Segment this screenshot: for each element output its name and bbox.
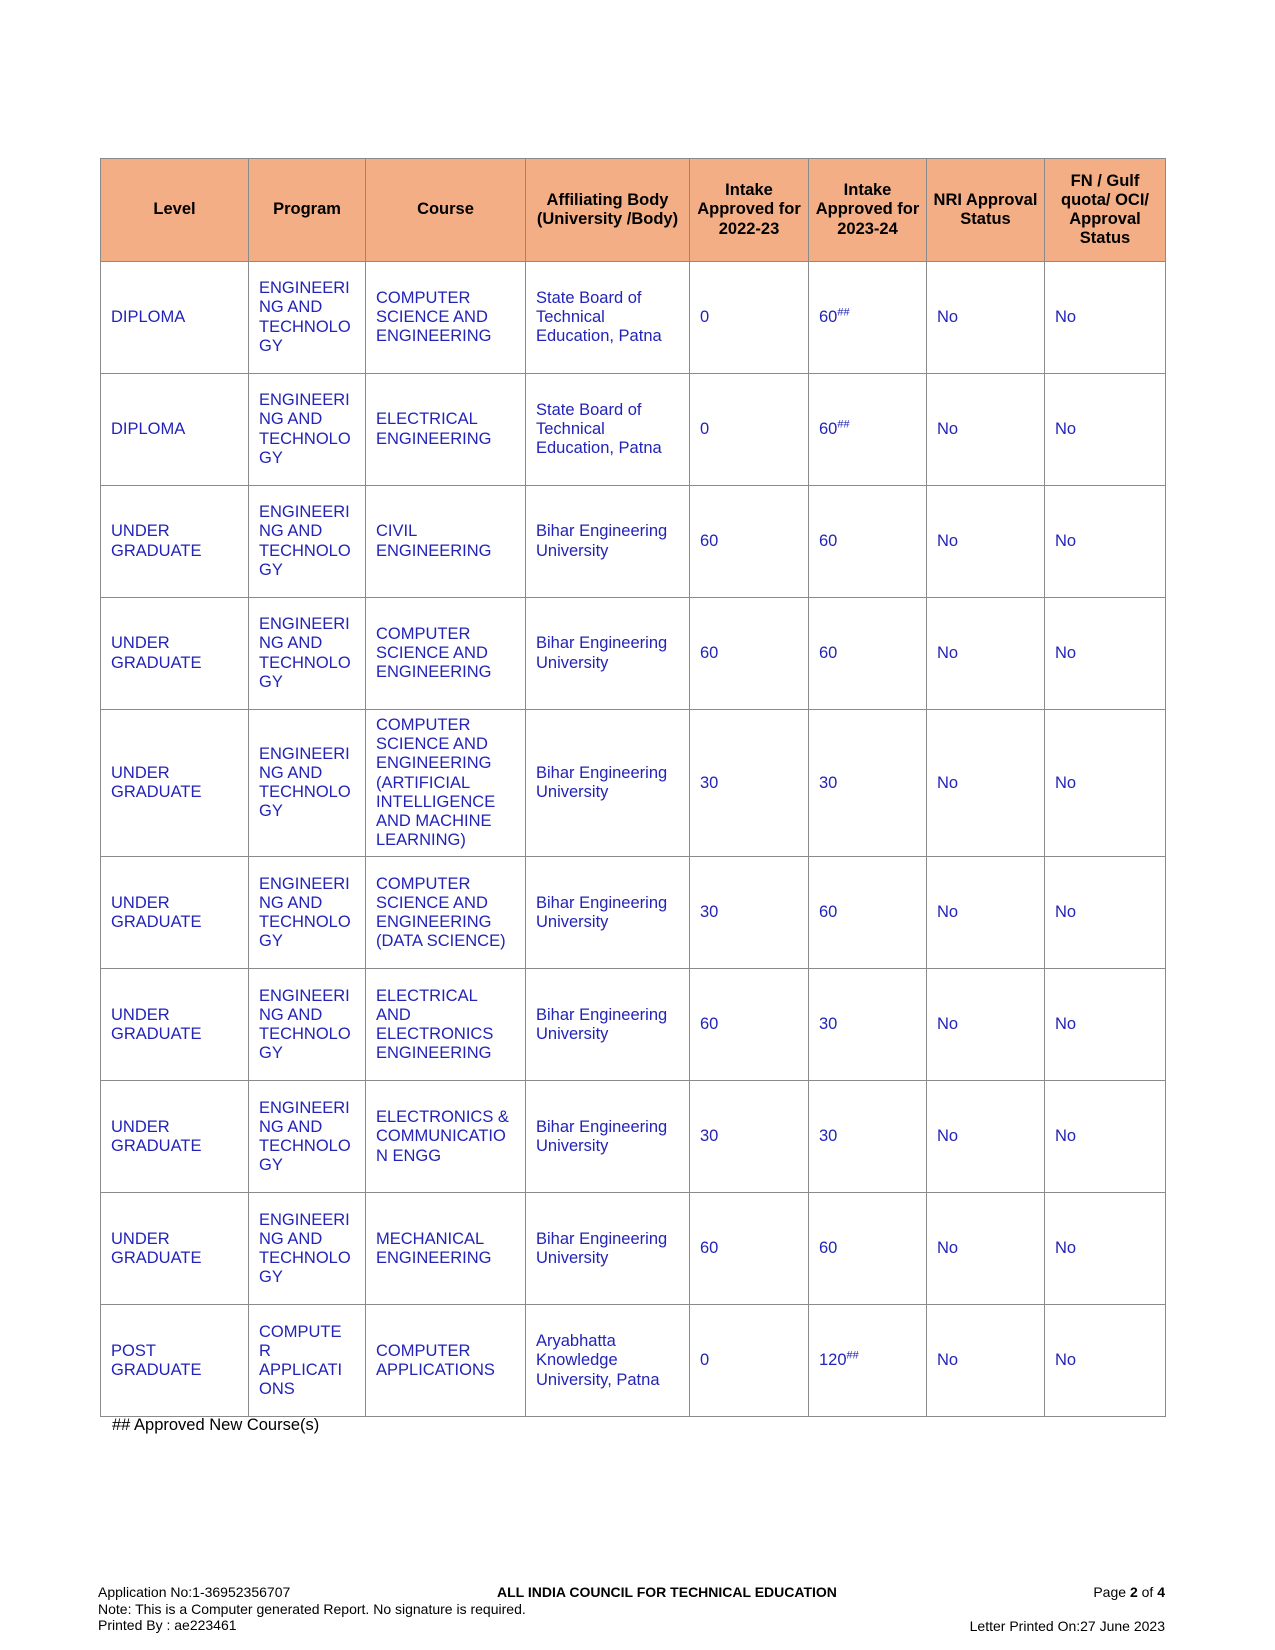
header-intake-2023-24: Intake Approved for 2023-24: [809, 159, 927, 262]
footer-left: [98, 1584, 526, 1634]
fn-gulf-status-cell: No: [1045, 857, 1166, 969]
fn-gulf-status-cell: No: [1045, 1305, 1166, 1417]
program-cell: [249, 857, 366, 969]
program-text: ENGINEERI NG AND TECHNOLO GY: [259, 615, 351, 691]
nri-status-cell: No: [927, 374, 1045, 486]
new-course-mark: ##: [846, 1349, 859, 1362]
footnote: ## Approved New Course(s): [112, 1416, 320, 1434]
course-cell: COMPUTER SCIENCE AND ENGINEERING: [366, 598, 526, 710]
level-cell: DIPLOMA: [101, 262, 249, 374]
intake-2023-24-cell: [809, 598, 927, 710]
course-cell: ELECTRICAL AND ELECTRONICS ENGINEERING: [366, 969, 526, 1081]
nri-status-cell: No: [927, 1305, 1045, 1417]
program-cell: [249, 262, 366, 374]
intake-2022-23-cell: 60: [690, 486, 809, 598]
level-cell: UNDER GRADUATE: [101, 857, 249, 969]
header-affiliating-body: Affiliating Body (University /Body): [526, 159, 690, 262]
intake-2022-23-cell: 30: [690, 857, 809, 969]
program-cell: [249, 969, 366, 1081]
intake-2022-23-cell: 0: [690, 374, 809, 486]
program-text: ENGINEERI NG AND TECHNOLO GY: [259, 1098, 351, 1175]
intake-2023-24-cell: [809, 1081, 927, 1193]
intake-2022-23-cell: 60: [690, 1193, 809, 1305]
intake-2023-24-cell: [809, 374, 927, 486]
intake-2022-23-cell: 60: [690, 969, 809, 1081]
page-of: of: [1141, 1584, 1154, 1600]
affiliating-body-cell: Bihar Engineering University: [526, 598, 690, 710]
nri-status-cell: No: [927, 1193, 1045, 1305]
intake-2022-23-cell: 30: [690, 1081, 809, 1193]
course-cell: MECHANICAL ENGINEERING: [366, 1193, 526, 1305]
header-intake-2022-23: Intake Approved for 2022-23: [690, 159, 809, 262]
program-text: COMPUTE R APPLICATI ONS: [259, 1322, 343, 1399]
table-body: [101, 262, 1166, 1417]
affiliating-body-cell: Bihar Engineering University: [526, 1081, 690, 1193]
program-text: ENGINEERI NG AND TECHNOLO GY: [259, 986, 351, 1063]
council-name: ALL INDIA COUNCIL FOR TECHNICAL EDUCATION: [497, 1584, 837, 1600]
intake-2023-24-value: 60: [819, 531, 838, 550]
fn-gulf-status-cell: No: [1045, 1081, 1166, 1193]
program-cell: [249, 710, 366, 857]
page-number: [1093, 1584, 1165, 1601]
intake-2023-24-cell: [809, 1305, 927, 1417]
level-cell: UNDER GRADUATE: [101, 1193, 249, 1305]
program-cell: [249, 486, 366, 598]
program-cell: [249, 1081, 366, 1193]
program-text: ENGINEERI NG AND TECHNOLO GY: [259, 279, 351, 355]
fn-gulf-status-cell: No: [1045, 486, 1166, 598]
intake-2023-24-cell: [809, 857, 927, 969]
level-cell: UNDER GRADUATE: [101, 710, 249, 857]
level-cell: UNDER GRADUATE: [101, 598, 249, 710]
level-cell: UNDER GRADUATE: [101, 969, 249, 1081]
affiliating-body-cell: Bihar Engineering University: [526, 1193, 690, 1305]
fn-gulf-status-cell: No: [1045, 969, 1166, 1081]
letter-printed-on: Letter Printed On:27 June 2023: [969, 1618, 1165, 1634]
program-text: ENGINEERI NG AND TECHNOLO GY: [259, 503, 351, 579]
program-cell: [249, 598, 366, 710]
nri-status-cell: No: [927, 262, 1045, 374]
affiliating-body-cell: State Board of Technical Education, Patna: [526, 262, 690, 374]
application-number: Application No:1-36952356707: [98, 1584, 291, 1600]
header-fn-gulf-status: FN / Gulf quota/ OCI/ Approval Status: [1045, 159, 1166, 262]
intake-2023-24-cell: [809, 486, 927, 598]
fn-gulf-status-cell: No: [1045, 598, 1166, 710]
header-nri-status: NRI Approval Status: [927, 159, 1045, 262]
intake-2022-23-cell: 30: [690, 710, 809, 857]
table-row: [101, 262, 1166, 374]
affiliating-body-cell: Bihar Engineering University: [526, 857, 690, 969]
level-cell: DIPLOMA: [101, 374, 249, 486]
table-row: [101, 710, 1166, 857]
header-program: Program: [249, 159, 366, 262]
level-cell: UNDER GRADUATE: [101, 1081, 249, 1193]
program-text: ENGINEERI NG AND TECHNOLO GY: [259, 744, 351, 821]
course-cell: CIVIL ENGINEERING: [366, 486, 526, 598]
table-row: [101, 969, 1166, 1081]
intake-2023-24-cell: [809, 969, 927, 1081]
nri-status-cell: No: [927, 1081, 1045, 1193]
course-cell: COMPUTER SCIENCE AND ENGINEERING: [366, 262, 526, 374]
affiliating-body-cell: Bihar Engineering University: [526, 969, 690, 1081]
table-row: [101, 598, 1166, 710]
nri-status-cell: No: [927, 486, 1045, 598]
affiliating-body-cell: State Board of Technical Education, Patna: [526, 374, 690, 486]
intake-2022-23-cell: 0: [690, 262, 809, 374]
affiliating-body-cell: Aryabhatta Knowledge University, Patna: [526, 1305, 690, 1417]
intake-2023-24-value: 60: [819, 419, 838, 438]
level-cell: POST GRADUATE: [101, 1305, 249, 1417]
intake-2023-24-value: 60: [819, 307, 838, 326]
intake-2023-24-value: 30: [819, 773, 838, 792]
intake-table: [100, 158, 1166, 1417]
computer-generated-note: Note: This is a Computer generated Report. No signature is required.: [98, 1600, 526, 1617]
nri-status-cell: No: [927, 857, 1045, 969]
new-course-mark: ##: [837, 418, 850, 431]
printed-by: Printed By : ae223461: [98, 1617, 237, 1633]
program-cell: [249, 374, 366, 486]
fn-gulf-status-cell: No: [1045, 710, 1166, 857]
program-cell: [249, 1193, 366, 1305]
intake-2023-24-cell: [809, 262, 927, 374]
course-cell: ELECTRICAL ENGINEERING: [366, 374, 526, 486]
program-cell: [249, 1305, 366, 1417]
table-row: [101, 486, 1166, 598]
intake-2023-24-value: 30: [819, 1127, 838, 1146]
program-text: ENGINEERI NG AND TECHNOLO GY: [259, 1210, 351, 1287]
fn-gulf-status-cell: No: [1045, 1193, 1166, 1305]
intake-2023-24-cell: [809, 710, 927, 857]
new-course-mark: ##: [837, 306, 850, 319]
table-row: [101, 857, 1166, 969]
affiliating-body-cell: Bihar Engineering University: [526, 710, 690, 857]
table-row: [101, 1305, 1166, 1417]
header-level: Level: [101, 159, 249, 262]
intake-2023-24-value: 60: [819, 903, 838, 922]
course-cell: COMPUTER SCIENCE AND ENGINEERING (ARTIFICIAL INTELLIGENCE AND MACHINE LEARNING): [366, 710, 526, 857]
course-cell: COMPUTER APPLICATIONS: [366, 1305, 526, 1417]
header-row: [101, 159, 1166, 262]
program-text: ENGINEERI NG AND TECHNOLO GY: [259, 874, 351, 951]
table-row: [101, 374, 1166, 486]
page-prefix: Page: [1093, 1584, 1127, 1600]
table-row: [101, 1081, 1166, 1193]
level-cell: UNDER GRADUATE: [101, 486, 249, 598]
program-text: ENGINEERI NG AND TECHNOLO GY: [259, 391, 351, 467]
intake-2023-24-value: 60: [819, 1239, 838, 1258]
nri-status-cell: No: [927, 710, 1045, 857]
page-total: 4: [1157, 1584, 1165, 1600]
course-cell: COMPUTER SCIENCE AND ENGINEERING (DATA SCIENCE): [366, 857, 526, 969]
page-current: 2: [1129, 1584, 1138, 1600]
intake-2023-24-cell: [809, 1193, 927, 1305]
course-cell: ELECTRONICS & COMMUNICATIO N ENGG: [366, 1081, 526, 1193]
intake-2023-24-value: 60: [819, 643, 838, 662]
fn-gulf-status-cell: No: [1045, 262, 1166, 374]
intake-2023-24-value: 30: [819, 1015, 838, 1034]
table-row: [101, 1193, 1166, 1305]
intake-2023-24-value: 120: [819, 1351, 847, 1370]
nri-status-cell: No: [927, 969, 1045, 1081]
affiliating-body-cell: Bihar Engineering University: [526, 486, 690, 598]
fn-gulf-status-cell: No: [1045, 374, 1166, 486]
nri-status-cell: No: [927, 598, 1045, 710]
header-course: Course: [366, 159, 526, 262]
intake-2022-23-cell: 0: [690, 1305, 809, 1417]
intake-2022-23-cell: 60: [690, 598, 809, 710]
